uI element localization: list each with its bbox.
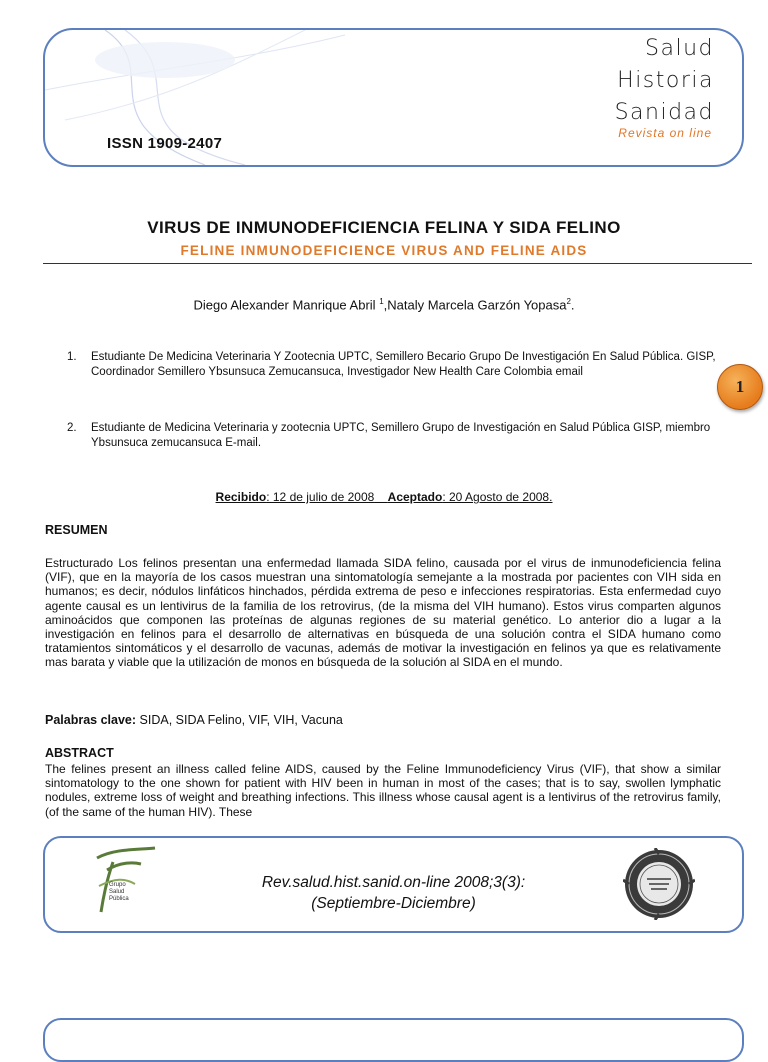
authors-end: . xyxy=(570,297,575,313)
accepted-label: Aceptado xyxy=(387,490,443,504)
received-value: : 12 de julio de 2008 xyxy=(266,490,375,504)
author-1: Diego Alexander Manrique Abril xyxy=(193,297,376,313)
page-number-badge: 1 xyxy=(717,364,763,410)
brand-salud: Salud xyxy=(645,36,714,61)
affiliation-number: 1. xyxy=(67,351,77,363)
received-label: Recibido xyxy=(215,490,267,504)
affiliation-text: Estudiante De Medicina Veterinaria Y Zootecnia UPTC, Semillero Becario Grupo De Investigación En Salud Pública. GISP, Coordinador Semillero Ybsunsuca Zemucansuca, Investigador New Health Care Colombia email xyxy=(91,351,716,378)
keywords-label: Palabras clave: xyxy=(45,713,137,727)
abstract-paragraph: The felines present an illness called feline AIDS, caused by the Feline Immunodeficiency Virus (VIF), that show a similar sintomatology to the one shown for patient with HIV been in human in most of the cases; that is to say, swollen lymphatic nodules, extreme loss of weight and breathing infections. This illness whose causal agent is a lentivirus of the retrovirus family, (of the same of the human HIV). These xyxy=(45,762,721,819)
affiliation-number: 2. xyxy=(67,422,77,434)
brand-sanidad: Sanidad xyxy=(614,100,714,125)
brand-subtitle: Revista on line xyxy=(618,126,712,140)
author-1-ref: 1 xyxy=(379,297,384,306)
next-page-header-edge xyxy=(43,1018,744,1062)
article-subtitle: FELINE INMUNODEFICIENCE VIRUS AND FELINE AIDS xyxy=(180,243,588,258)
society-seal-icon xyxy=(623,848,695,920)
issn-number: ISSN 1909-2407 xyxy=(107,135,223,152)
affiliation-1 xyxy=(67,350,727,382)
affiliation-text: Estudiante de Medicina Veterinaria y zootecnia UPTC, Semillero Grupo de Investigación en Salud Pública GISP, miembro Ybsunsuca zemucansuca E-mail. xyxy=(91,422,711,449)
logo-caption: Grupo Salud Pública xyxy=(109,882,129,902)
affiliation-2 xyxy=(67,421,727,453)
brand-historia: Historia xyxy=(617,68,714,93)
resumen-paragraph: Estructurado Los felinos presentan una enfermedad llamada SIDA felino, causada por el virus de inmunodeficiencia felina (VIF), que en la mayoría de los casos muestran una sintomatología semejante a la mostrada por pacientes con VIH sida en humanos; es decir, nódulos linfáticos hinchados, pérdida extrema de peso e infecciones respiratorias. Esta enfermedad cuyo agente causal es un lentivirus de la familia de los retrovirus, (de la misma del VIH humano). Estos virus comparten algunos aminoácidos que componen las proteínas de algunas regiones de su material genético. Lo anterior dio a lugar a la investigación en felinos para el desarrollo de alternativas en búsqueda de una solución contra el SIDA humano como tratamientos sintomáticos y el desarrollo de vacunas, además de motivar la investigación en felinos ya que es relativamente mas barata y viable que la utilización de monos en búsqueda de la solución al SIDA en el mundo. xyxy=(45,556,721,670)
title-divider xyxy=(43,263,752,264)
citation-line-2: (Septiembre-Diciembre) xyxy=(311,895,476,912)
resumen-heading: RESUMEN xyxy=(45,523,108,537)
citation-line-1: Rev.salud.hist.sanid.on-line 2008;3(3): xyxy=(261,874,526,891)
journal-footer xyxy=(43,836,744,933)
accepted-value: : 20 Agosto de 2008. xyxy=(442,490,553,504)
author-2: ,Nataly Marcela Garzón Yopasa xyxy=(383,297,567,313)
abstract-heading: ABSTRACT xyxy=(45,746,114,760)
authors-line xyxy=(0,297,768,312)
article-title: VIRUS DE INMUNODEFICIENCIA FELINA Y SIDA FELINO xyxy=(147,218,621,237)
journal-header xyxy=(43,28,744,167)
keywords-value: SIDA, SIDA Felino, VIF, VIH, Vacuna xyxy=(136,713,343,727)
keywords-line xyxy=(45,713,343,727)
author-2-ref: 2 xyxy=(566,297,571,306)
received-accepted-dates xyxy=(0,490,768,504)
